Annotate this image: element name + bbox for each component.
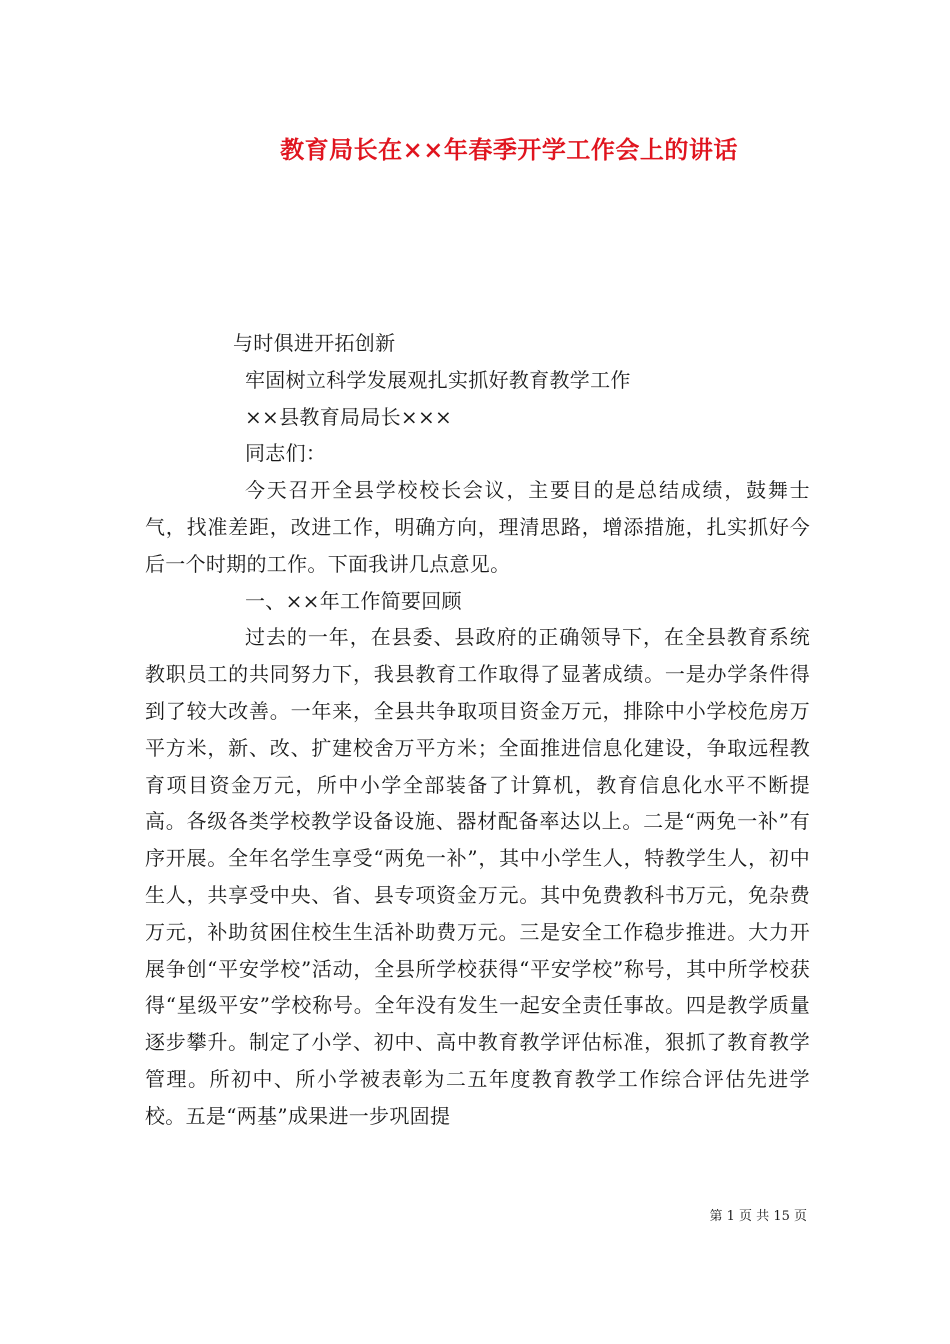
page-number: 第 1 页 共 15 页 [709,1209,807,1224]
document-body [145,325,810,1135]
section-heading: 一、××年工作简要回顾 [245,588,462,613]
salutation: 同志们： [245,441,327,466]
body-paragraph: 今天召开全县学校校长会议，主要目的是总结成绩，鼓舞士气，找准差距，改进工作，明确方向，理清思路，增添措施，扎实抓好今后一个时期的工作。下面我讲几点意见。 [145,478,810,576]
subtitle-line: 牢固树立科学发展观扎实抓好教育教学工作 [245,367,631,392]
document-title: 教育局长在××年春季开学工作会上的讲话 [280,135,738,164]
author-line: ××县教育局局长××× [245,404,453,429]
subtitle-line: 与时俱进开拓创新 [233,331,396,355]
body-paragraph: 过去的一年，在县委、县政府的正确领导下，在全县教育系统教职员工的共同努力下，我县教育工作取得了显著成绩。一是办学条件得到了较大改善。一年来，全县共争取项目资金万元，排除中小学校危房万平方米，新、改、扩建校舍万平方米；全面推进信息化建设，争取远程教育项目资金万元，所中小学全部装备了计算机，教育信息化水平不断提高。各级各类学校教学设备设施、器材配备率达以上。二是“两免一补”有序开展。全年名学生享受“两免一补”，其中小学生人，特教学生人，初中生人，共享受中央、省、县专项资金万元。其中免费教科书万元，免杂费万元，补助贫困住校生生活补助费万元。三是安全工作稳步推进。大力开展争创“平安学校”活动，全县所学校获得“平安学校”称号，其中所学校获得“星级平安”学校称号。全年没有发生一起安全责任事故。四是教学质量逐步攀升。制定了小学、初中、高中教育教学评估标准，狠抓了教育教学管理。所初中、所小学被表彰为二五年度教育教学工作综合评估先进学校。五是“两基”成果进一步巩固提 [145,625,810,1128]
